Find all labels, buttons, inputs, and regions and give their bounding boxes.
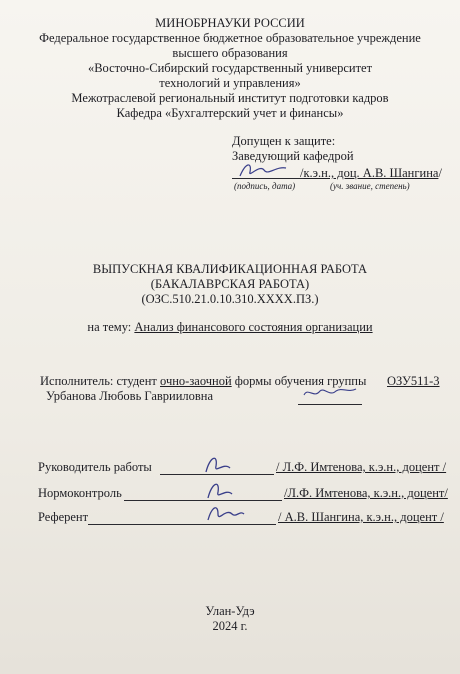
referee-signature-icon bbox=[204, 500, 248, 526]
work-code: (ОЗС.510.21.0.10.310.ХХХХ.ПЗ.) bbox=[141, 292, 319, 306]
role-person-3: / А.В. Шангина, к.э.н., доцент / bbox=[278, 510, 444, 524]
work-title: ВЫПУСКНАЯ КВАЛИФИКАЦИОННАЯ РАБОТА bbox=[92, 262, 368, 276]
admitted-label: Допущен к защите: bbox=[232, 134, 336, 148]
executor-signature-icon bbox=[300, 383, 360, 403]
role-label-2: Нормоконтроль bbox=[38, 486, 122, 500]
supervisor-signature-icon bbox=[200, 452, 236, 476]
ministry: МИНОБРНАУКИ РОССИИ bbox=[155, 16, 305, 30]
institute: Межотраслевой региональный институт подготовки кадров bbox=[71, 91, 389, 105]
head-label: Заведующий кафедрой bbox=[232, 149, 354, 163]
org-line-4: технологий и управления» bbox=[159, 76, 301, 90]
role-person-1: / Л.Ф. Имтенова, к.э.н., доцент / bbox=[276, 460, 447, 474]
city: Улан-Удэ bbox=[205, 604, 255, 618]
executor-prefix: Исполнитель: студент bbox=[40, 374, 157, 388]
title-page: МИНОБРНАУКИ РОССИИ Федеральное государственное бюджетное образовательное учреждение высшего образования «Восточно-Сибирский государственный университет технологий и управления» Межотраслевой региональный институт подготовки кадров Кафедра «Бухгалтерский учет и финансы» Допущен к защите: Заведующий кафедрой /к.э.н., доц. А.В. Шангина/ (подпись, дата) (уч. звание, степень) ВЫПУСКНАЯ КВАЛИФИКАЦИОННАЯ РАБОТА (БАКАЛАВРСКАЯ РАБОТА) (ОЗС.510.21.0.10.310.ХХХХ.ПЗ.) на тему: Анализ финансового состояния организации Исполнитель: студент очно-заочной формы обучения группы ОЗУ511-3 Урбанова Любовь Гаврииловна Руководитель работы / Л.Ф. Имтенова, к.э.н., доцент / Нормоконтроль /Л.Ф. Имтенова, к.э.н., доцент/ Референт / А.В. Шангина, к.э.н., доцент / Улан-Удэ 2024 г. bbox=[0, 0, 460, 674]
department: Кафедра «Бухгалтерский учет и финансы» bbox=[116, 106, 344, 120]
degree-hint: (уч. звание, степень) bbox=[330, 181, 410, 191]
role-label-3: Референт bbox=[38, 510, 89, 524]
org-line-1: Федеральное государственное бюджетное образовательное учреждение bbox=[39, 31, 421, 45]
topic-prefix: на тему: bbox=[87, 320, 132, 334]
role-label-1: Руководитель работы bbox=[38, 460, 152, 474]
work-subtitle: (БАКАЛАВРСКАЯ РАБОТА) bbox=[150, 277, 310, 291]
org-line-2: высшего образования bbox=[172, 46, 288, 60]
group: ОЗУ511-3 bbox=[387, 374, 440, 388]
year: 2024 г. bbox=[212, 619, 248, 633]
org-line-3: «Восточно-Сибирский государственный университет bbox=[87, 61, 373, 75]
study-form: очно-заочной bbox=[160, 374, 232, 388]
sign-hint: (подпись, дата) bbox=[234, 181, 296, 191]
executor-name: Урбанова Любовь Гаврииловна bbox=[46, 389, 214, 403]
normcontrol-signature-icon bbox=[202, 478, 238, 502]
topic: Анализ финансового состояния организации bbox=[134, 320, 373, 334]
role-person-2: /Л.Ф. Имтенова, к.э.н., доцент/ bbox=[284, 486, 448, 500]
executor-suffix: формы обучения группы bbox=[234, 374, 367, 388]
head-signature-icon bbox=[236, 158, 292, 182]
executor-sign-line bbox=[298, 404, 362, 405]
head-name: к.э.н., доц. А.В. Шангина bbox=[303, 166, 439, 180]
